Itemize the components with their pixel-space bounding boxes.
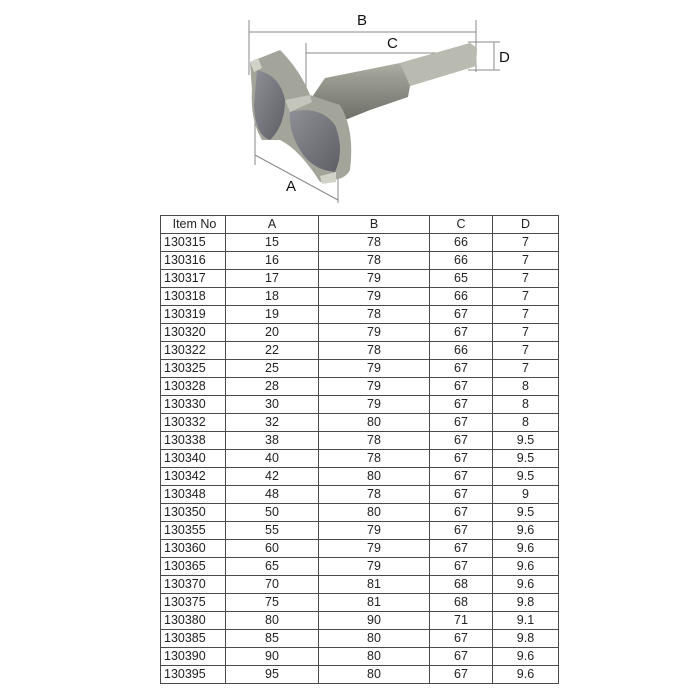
cell-d: 7 (493, 270, 559, 288)
cell-d: 9.1 (493, 612, 559, 630)
table-row (161, 594, 559, 612)
header-a: A (226, 216, 319, 234)
table-row (161, 540, 559, 558)
header-d: D (493, 216, 559, 234)
cell-item-no: 130348 (161, 486, 226, 504)
cell-item-no: 130390 (161, 648, 226, 666)
forstner-bit-icon (0, 0, 700, 210)
table-row (161, 576, 559, 594)
cell-c: 67 (430, 306, 493, 324)
header-item-no: Item No (161, 216, 226, 234)
cell-a: 20 (226, 324, 319, 342)
cell-c: 67 (430, 486, 493, 504)
cell-d: 8 (493, 414, 559, 432)
cell-c: 65 (430, 270, 493, 288)
cell-c: 67 (430, 450, 493, 468)
cell-item-no: 130350 (161, 504, 226, 522)
table-row (161, 558, 559, 576)
cell-a: 15 (226, 234, 319, 252)
header-c: C (430, 216, 493, 234)
cell-d: 7 (493, 360, 559, 378)
cell-b: 80 (319, 630, 430, 648)
cell-d: 8 (493, 396, 559, 414)
cell-a: 30 (226, 396, 319, 414)
cell-item-no: 130328 (161, 378, 226, 396)
table-row (161, 288, 559, 306)
table-row (161, 234, 559, 252)
cell-a: 85 (226, 630, 319, 648)
cell-a: 22 (226, 342, 319, 360)
cell-d: 9.6 (493, 522, 559, 540)
cell-b: 90 (319, 612, 430, 630)
table-row (161, 468, 559, 486)
cell-item-no: 130365 (161, 558, 226, 576)
cell-a: 18 (226, 288, 319, 306)
cell-item-no: 130319 (161, 306, 226, 324)
spec-table (160, 215, 559, 684)
cell-b: 78 (319, 486, 430, 504)
cell-d: 9 (493, 486, 559, 504)
table-row (161, 504, 559, 522)
cell-item-no: 130332 (161, 414, 226, 432)
cell-d: 9.6 (493, 648, 559, 666)
dimension-label-a: A (286, 178, 297, 195)
cell-a: 42 (226, 468, 319, 486)
cell-d: 7 (493, 342, 559, 360)
cell-d: 9.5 (493, 504, 559, 522)
cell-c: 67 (430, 558, 493, 576)
cell-b: 78 (319, 252, 430, 270)
cell-d: 9.6 (493, 666, 559, 684)
cell-b: 81 (319, 594, 430, 612)
table-row (161, 414, 559, 432)
table-row (161, 252, 559, 270)
cell-c: 71 (430, 612, 493, 630)
cell-b: 78 (319, 234, 430, 252)
cell-b: 79 (319, 270, 430, 288)
cell-a: 16 (226, 252, 319, 270)
cell-d: 9.6 (493, 576, 559, 594)
cell-item-no: 130317 (161, 270, 226, 288)
cell-d: 9.6 (493, 540, 559, 558)
cell-c: 67 (430, 414, 493, 432)
cell-b: 78 (319, 432, 430, 450)
cell-b: 80 (319, 468, 430, 486)
header-b: B (319, 216, 430, 234)
cell-item-no: 130338 (161, 432, 226, 450)
cell-c: 67 (430, 630, 493, 648)
cell-b: 78 (319, 306, 430, 324)
table-row (161, 378, 559, 396)
cell-d: 9.5 (493, 468, 559, 486)
cell-item-no: 130340 (161, 450, 226, 468)
table-row (161, 612, 559, 630)
cell-b: 79 (319, 324, 430, 342)
cell-c: 67 (430, 378, 493, 396)
cell-d: 9.8 (493, 594, 559, 612)
cell-c: 68 (430, 576, 493, 594)
cell-a: 28 (226, 378, 319, 396)
table-row (161, 360, 559, 378)
cell-a: 60 (226, 540, 319, 558)
table-row (161, 396, 559, 414)
cell-a: 40 (226, 450, 319, 468)
cell-item-no: 130325 (161, 360, 226, 378)
cell-a: 80 (226, 612, 319, 630)
cell-b: 80 (319, 666, 430, 684)
table-header-row (161, 216, 559, 234)
dimension-label-b: B (357, 12, 368, 29)
cell-c: 67 (430, 522, 493, 540)
cell-d: 7 (493, 252, 559, 270)
cell-item-no: 130322 (161, 342, 226, 360)
cell-a: 90 (226, 648, 319, 666)
cell-c: 66 (430, 342, 493, 360)
cell-item-no: 130395 (161, 666, 226, 684)
cell-a: 25 (226, 360, 319, 378)
cell-d: 7 (493, 234, 559, 252)
cell-item-no: 130360 (161, 540, 226, 558)
cell-c: 67 (430, 360, 493, 378)
cell-a: 48 (226, 486, 319, 504)
cell-c: 67 (430, 648, 493, 666)
cell-c: 67 (430, 468, 493, 486)
cell-c: 67 (430, 504, 493, 522)
cell-item-no: 130318 (161, 288, 226, 306)
cell-d: 7 (493, 324, 559, 342)
cell-b: 79 (319, 522, 430, 540)
cell-d: 7 (493, 306, 559, 324)
cell-b: 78 (319, 450, 430, 468)
drill-bit-diagram (0, 0, 700, 210)
cell-b: 79 (319, 378, 430, 396)
cell-c: 66 (430, 288, 493, 306)
cell-item-no: 130320 (161, 324, 226, 342)
table-row (161, 324, 559, 342)
cell-c: 67 (430, 540, 493, 558)
cell-item-no: 130380 (161, 612, 226, 630)
cell-item-no: 130315 (161, 234, 226, 252)
table-row (161, 342, 559, 360)
table-row (161, 306, 559, 324)
cell-a: 38 (226, 432, 319, 450)
table-row (161, 450, 559, 468)
cell-b: 78 (319, 342, 430, 360)
cell-d: 7 (493, 288, 559, 306)
dimension-label-d: D (499, 49, 510, 66)
cell-a: 50 (226, 504, 319, 522)
cell-b: 79 (319, 540, 430, 558)
cell-item-no: 130342 (161, 468, 226, 486)
cell-c: 66 (430, 252, 493, 270)
table-row (161, 648, 559, 666)
cell-item-no: 130385 (161, 630, 226, 648)
cell-a: 65 (226, 558, 319, 576)
table-row (161, 522, 559, 540)
cell-item-no: 130375 (161, 594, 226, 612)
dimension-label-c: C (387, 35, 398, 52)
cell-b: 79 (319, 360, 430, 378)
cell-d: 9.8 (493, 630, 559, 648)
table-row (161, 432, 559, 450)
cell-d: 9.5 (493, 432, 559, 450)
cell-item-no: 130316 (161, 252, 226, 270)
cell-c: 67 (430, 432, 493, 450)
table-row (161, 270, 559, 288)
cell-b: 79 (319, 396, 430, 414)
cell-d: 8 (493, 378, 559, 396)
cell-a: 17 (226, 270, 319, 288)
cell-item-no: 130330 (161, 396, 226, 414)
cell-b: 79 (319, 288, 430, 306)
cell-c: 67 (430, 666, 493, 684)
cell-d: 9.5 (493, 450, 559, 468)
cell-a: 55 (226, 522, 319, 540)
cell-c: 67 (430, 396, 493, 414)
cell-b: 80 (319, 648, 430, 666)
cell-a: 75 (226, 594, 319, 612)
cell-c: 67 (430, 324, 493, 342)
table-row (161, 486, 559, 504)
cell-a: 32 (226, 414, 319, 432)
table-row (161, 630, 559, 648)
cell-a: 95 (226, 666, 319, 684)
table-body (161, 234, 559, 684)
cell-a: 70 (226, 576, 319, 594)
cell-b: 80 (319, 414, 430, 432)
cell-b: 80 (319, 504, 430, 522)
cell-a: 19 (226, 306, 319, 324)
cell-item-no: 130370 (161, 576, 226, 594)
cell-d: 9.6 (493, 558, 559, 576)
cell-item-no: 130355 (161, 522, 226, 540)
cell-b: 79 (319, 558, 430, 576)
cell-b: 81 (319, 576, 430, 594)
cell-c: 66 (430, 234, 493, 252)
cell-c: 68 (430, 594, 493, 612)
table-row (161, 666, 559, 684)
